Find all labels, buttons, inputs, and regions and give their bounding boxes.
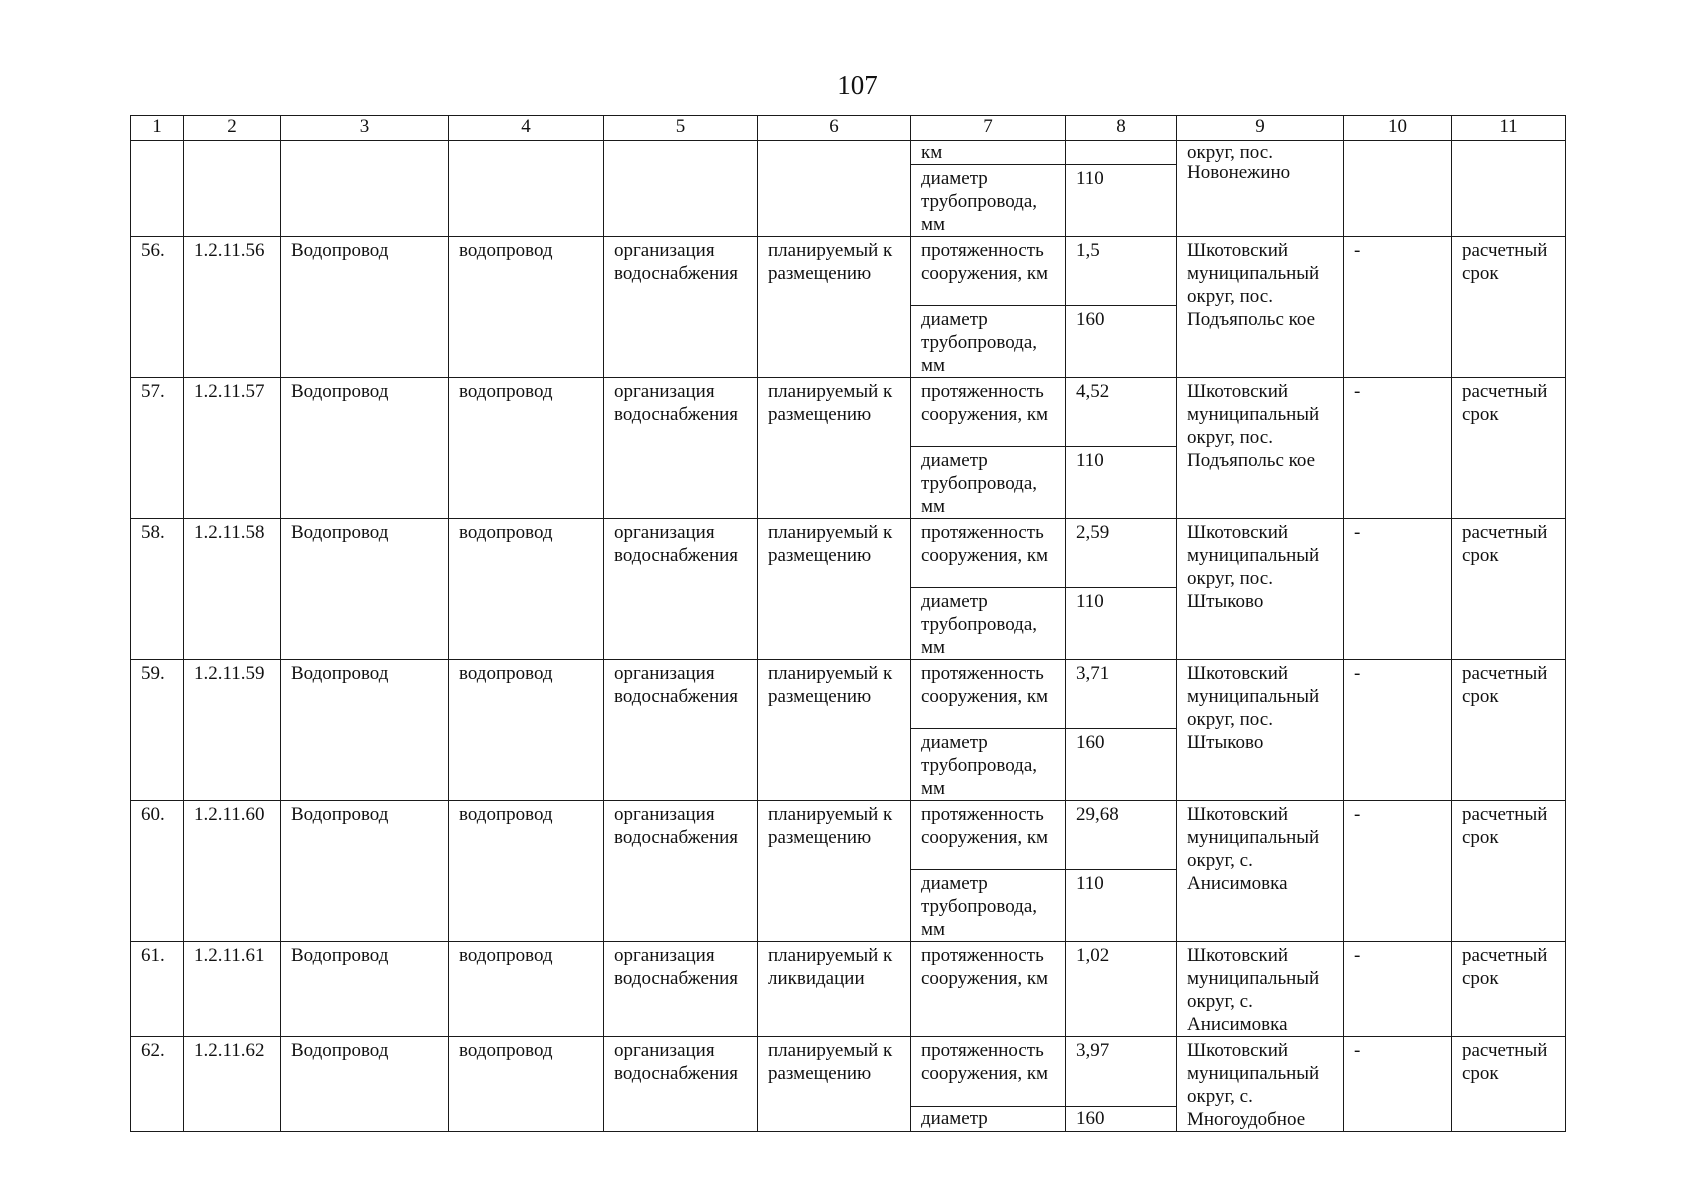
cell-param-value: 3,71 [1066, 660, 1177, 729]
cell-location: Шкотовский муниципальный округ, пос. Подъяпольс кое [1177, 378, 1344, 519]
cell-term: расчетный срок [1452, 942, 1566, 1037]
cell-type: водопровод [449, 1037, 604, 1132]
cell-param-name: протяженность сооружения, км [911, 801, 1066, 870]
cell-code: 1.2.11.57 [184, 378, 281, 519]
cell-purpose: организация водоснабжения [604, 378, 758, 519]
cell-zone: - [1344, 660, 1452, 801]
column-number: 6 [758, 116, 911, 141]
cell-zone: - [1344, 237, 1452, 378]
table-row [131, 1037, 1566, 1107]
cell-param-name: диаметр трубопровода, мм [911, 729, 1066, 801]
cell-status [758, 141, 911, 237]
column-number: 1 [131, 116, 184, 141]
cell-status: планируемый к размещению [758, 660, 911, 801]
table-row [131, 237, 1566, 306]
column-number: 2 [184, 116, 281, 141]
cell-term: расчетный срок [1452, 801, 1566, 942]
cell-param-name: диаметр трубопровода, мм [911, 588, 1066, 660]
column-number: 5 [604, 116, 758, 141]
cell-param-name: протяженность сооружения, км [911, 237, 1066, 306]
cell-type: водопровод [449, 519, 604, 660]
cell-location: Шкотовский муниципальный округ, с. Анисимовка [1177, 942, 1344, 1037]
cell-purpose: организация водоснабжения [604, 942, 758, 1037]
cell-status: планируемый к размещению [758, 1037, 911, 1132]
table-row [131, 519, 1566, 588]
cell-type: водопровод [449, 660, 604, 801]
cell-type: водопровод [449, 942, 604, 1037]
cell-name: Водопровод [281, 237, 449, 378]
table-row-continuation [131, 141, 1566, 165]
cell-name: Водопровод [281, 519, 449, 660]
cell-code: 1.2.11.60 [184, 801, 281, 942]
cell-term: расчетный срок [1452, 519, 1566, 660]
cell-term: расчетный срок [1452, 237, 1566, 378]
cell-no: 62. [131, 1037, 184, 1132]
cell-param-value: 29,68 [1066, 801, 1177, 870]
cell-name [281, 141, 449, 237]
cell-term [1452, 141, 1566, 237]
cell-purpose: организация водоснабжения [604, 660, 758, 801]
cell-type [449, 141, 604, 237]
cell-zone: - [1344, 378, 1452, 519]
cell-param-name: диаметр [911, 1107, 1066, 1132]
cell-status: планируемый к размещению [758, 519, 911, 660]
cell-no: 58. [131, 519, 184, 660]
objects-table [130, 115, 1566, 1132]
cell-purpose: организация водоснабжения [604, 1037, 758, 1132]
column-numbers-row [131, 116, 1566, 141]
cell-location: Шкотовский муниципальный округ, пос. Подъяпольс кое [1177, 237, 1344, 378]
cell-no: 59. [131, 660, 184, 801]
cell-param-name: км [911, 141, 1066, 165]
cell-location: Шкотовский муниципальный округ, пос. Штыково [1177, 519, 1344, 660]
cell-purpose: организация водоснабжения [604, 801, 758, 942]
page-number: 107 [837, 70, 878, 100]
table-row [131, 378, 1566, 447]
cell-code: 1.2.11.59 [184, 660, 281, 801]
cell-param-value: 110 [1066, 870, 1177, 942]
cell-purpose [604, 141, 758, 237]
cell-param-value: 160 [1066, 1107, 1177, 1132]
cell-location: Шкотовский муниципальный округ, с. Многоудобное [1177, 1037, 1344, 1132]
cell-param-name: протяженность сооружения, км [911, 1037, 1066, 1107]
cell-name: Водопровод [281, 378, 449, 519]
cell-purpose: организация водоснабжения [604, 519, 758, 660]
cell-param-value: 110 [1066, 165, 1177, 237]
cell-term: расчетный срок [1452, 660, 1566, 801]
cell-param-value: 4,52 [1066, 378, 1177, 447]
cell-param-name: диаметр трубопровода, мм [911, 870, 1066, 942]
table-row [131, 660, 1566, 729]
cell-no: 61. [131, 942, 184, 1037]
cell-no: 56. [131, 237, 184, 378]
column-number: 3 [281, 116, 449, 141]
cell-param-value: 1,02 [1066, 942, 1177, 1037]
cell-status: планируемый к размещению [758, 378, 911, 519]
cell-code: 1.2.11.62 [184, 1037, 281, 1132]
cell-type: водопровод [449, 801, 604, 942]
cell-code: 1.2.11.58 [184, 519, 281, 660]
column-number: 9 [1177, 116, 1344, 141]
table-row [131, 801, 1566, 870]
cell-param-value: 1,5 [1066, 237, 1177, 306]
cell-name: Водопровод [281, 660, 449, 801]
cell-status: планируемый к размещению [758, 237, 911, 378]
cell-code: 1.2.11.56 [184, 237, 281, 378]
cell-type: водопровод [449, 378, 604, 519]
cell-term: расчетный срок [1452, 378, 1566, 519]
column-number: 4 [449, 116, 604, 141]
cell-no [131, 141, 184, 237]
cell-zone [1344, 141, 1452, 237]
cell-location: Шкотовский муниципальный округ, пос. Штыково [1177, 660, 1344, 801]
cell-zone: - [1344, 1037, 1452, 1132]
cell-status: планируемый к ликвидации [758, 942, 911, 1037]
cell-param-value: 160 [1066, 729, 1177, 801]
cell-zone: - [1344, 942, 1452, 1037]
column-number: 10 [1344, 116, 1452, 141]
cell-location: округ, пос. Новонежино [1177, 141, 1344, 237]
cell-type: водопровод [449, 237, 604, 378]
column-number: 11 [1452, 116, 1566, 141]
cell-status: планируемый к размещению [758, 801, 911, 942]
cell-term: расчетный срок [1452, 1037, 1566, 1132]
cell-param-value: 2,59 [1066, 519, 1177, 588]
cell-location: Шкотовский муниципальный округ, с. Анисимовка [1177, 801, 1344, 942]
table-row [131, 942, 1566, 1037]
cell-no: 60. [131, 801, 184, 942]
cell-param-value [1066, 141, 1177, 165]
cell-name: Водопровод [281, 801, 449, 942]
cell-param-value: 110 [1066, 588, 1177, 660]
cell-param-value: 3,97 [1066, 1037, 1177, 1107]
cell-code: 1.2.11.61 [184, 942, 281, 1037]
cell-param-value: 160 [1066, 306, 1177, 378]
cell-param-name: диаметр трубопровода, мм [911, 165, 1066, 237]
cell-purpose: организация водоснабжения [604, 237, 758, 378]
cell-code [184, 141, 281, 237]
cell-zone: - [1344, 519, 1452, 660]
column-number: 7 [911, 116, 1066, 141]
cell-param-name: протяженность сооружения, км [911, 660, 1066, 729]
cell-param-value: 110 [1066, 447, 1177, 519]
cell-no: 57. [131, 378, 184, 519]
column-number: 8 [1066, 116, 1177, 141]
cell-param-name: протяженность сооружения, км [911, 942, 1066, 1037]
cell-param-name: протяженность сооружения, км [911, 519, 1066, 588]
cell-param-name: диаметр трубопровода, мм [911, 447, 1066, 519]
cell-name: Водопровод [281, 1037, 449, 1132]
cell-zone: - [1344, 801, 1452, 942]
cell-param-name: протяженность сооружения, км [911, 378, 1066, 447]
cell-param-name: диаметр трубопровода, мм [911, 306, 1066, 378]
cell-name: Водопровод [281, 942, 449, 1037]
